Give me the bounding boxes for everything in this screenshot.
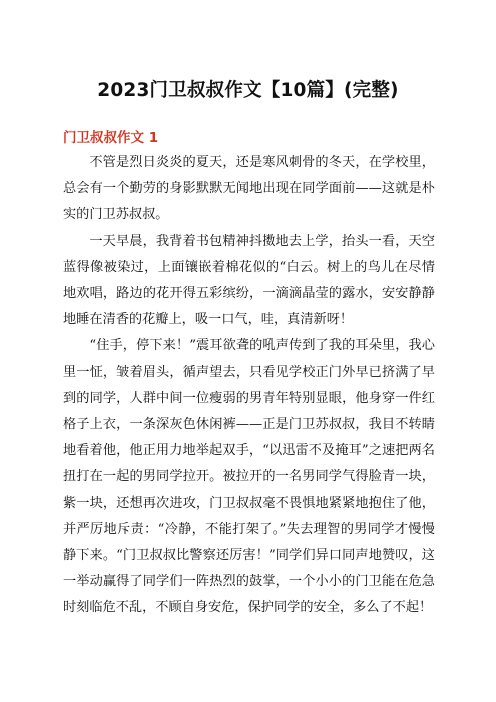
document-body bbox=[63, 150, 435, 622]
paragraph: 不管是烈日炎炎的夏天，还是寒风刺骨的冬天，在学校里，总会有一个勤劳的身影默默无闻地出现在同学面前——这就是朴实的门卫苏叔叔。 bbox=[63, 155, 435, 223]
paragraph: 一天早晨，我背着书包精神抖擞地去上学，抬头一看，天空蓝得像被染过，上面镶嵌着棉花似的“白云。树上的鸟儿在尽情地欢唱，路边的花开得五彩缤纷，一滴滴晶莹的露水，安安静静地睡在清香的花瓣上，吸一口气，哇，真清新呀！ bbox=[63, 233, 435, 328]
section-heading: 门卫叔叔作文 1 bbox=[63, 130, 159, 146]
paragraph: “住手，停下来！”震耳欲聋的吼声传到了我的耳朵里，我心里一怔，皱着眉头，循声望去，只看见学校正门外早已挤满了早到的同学，人群中间一位瘦弱的男青年特别显眼，他身穿一件红格子上衣，一条深灰色休闲裤——正是门卫苏叔叔，我目不转睛地看着他，他正用力地举起双手，“以迅雷不及掩耳”之速把两名扭打在一起的男同学拉开。被拉开的一名男同学气得脸青一块，紫一块，还想再次进攻，门卫叔叔毫不畏惧地紧紧地抱住了他，并严厉地斥责：“冷静，不能打架了。”失去理智的男同学才慢慢 静下来。“门卫叔叔比警察还厉害！”同学们异口同声地赞叹，这一举动赢得了同学们一阵热烈的鼓掌，一个小小的门卫能在危急时刻临危不乱，不顾自身安危，保护同学的安全，多么了不起！ bbox=[63, 338, 435, 616]
document-title: 2023门卫叔叔作文【10篇】(完整) bbox=[97, 80, 399, 101]
